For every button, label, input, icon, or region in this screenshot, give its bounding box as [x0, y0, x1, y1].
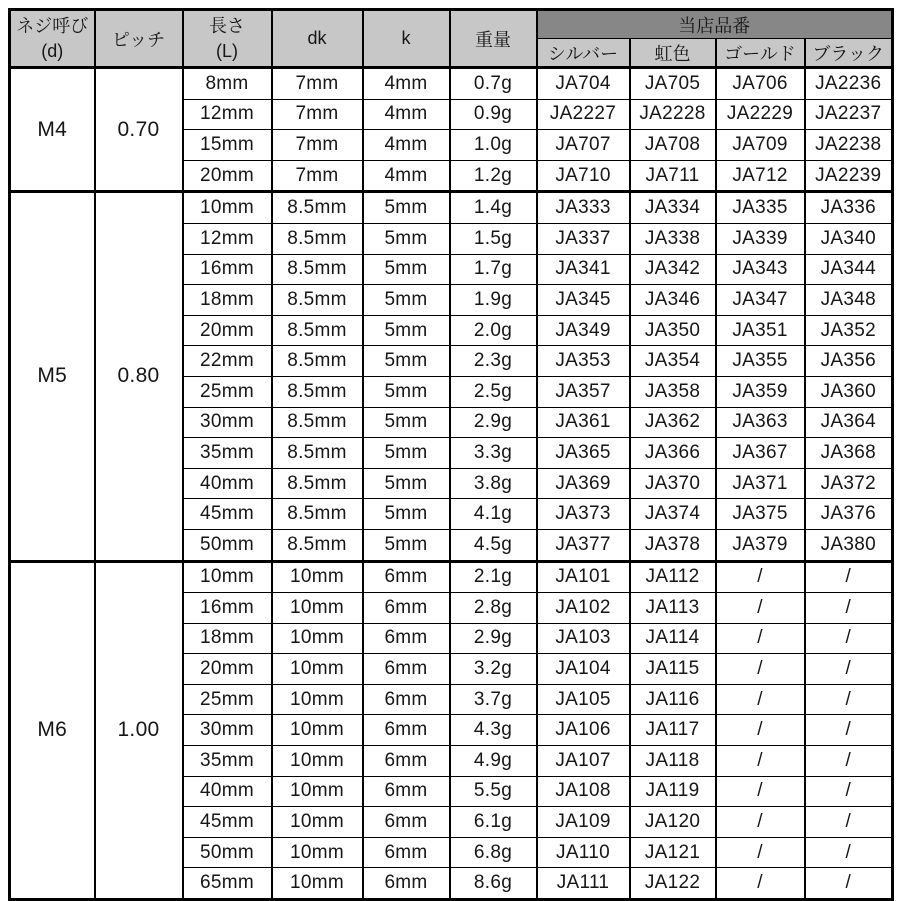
- weight-cell: 1.4g: [450, 192, 537, 224]
- dk-cell: 7mm: [272, 99, 363, 130]
- k-cell: 6mm: [363, 623, 450, 654]
- weight-cell: 4.9g: [450, 746, 537, 777]
- dk-cell: 7mm: [272, 160, 363, 192]
- part-number-gold-cell: JA359: [716, 376, 805, 407]
- weight-cell: 0.7g: [450, 68, 537, 100]
- col-header-pitch: ピッチ: [95, 10, 183, 68]
- part-number-rainbow-cell: JA121: [630, 837, 716, 868]
- weight-cell: 4.3g: [450, 715, 537, 746]
- dk-cell: 8.5mm: [272, 192, 363, 224]
- part-number-rainbow-cell: JA708: [630, 130, 716, 161]
- part-number-rainbow-cell: JA378: [630, 529, 716, 561]
- weight-cell: 2.9g: [450, 407, 537, 438]
- header-row-main: [10, 10, 893, 39]
- weight-cell: 3.2g: [450, 654, 537, 685]
- length-cell: 45mm: [183, 807, 272, 838]
- weight-cell: 2.0g: [450, 315, 537, 346]
- part-number-black-cell: /: [805, 593, 893, 624]
- weight-cell: 4.5g: [450, 529, 537, 561]
- col-header-screw-size-line2: (d): [41, 40, 64, 61]
- k-cell: 6mm: [363, 593, 450, 624]
- part-number-silver-cell: JA109: [537, 807, 630, 838]
- table-row: [10, 192, 893, 224]
- part-number-black-cell: /: [805, 684, 893, 715]
- weight-cell: 3.3g: [450, 438, 537, 469]
- part-number-rainbow-cell: JA118: [630, 746, 716, 777]
- k-cell: 4mm: [363, 160, 450, 192]
- part-number-gold-cell: /: [716, 776, 805, 807]
- dk-cell: 10mm: [272, 684, 363, 715]
- part-number-black-cell: JA376: [805, 499, 893, 530]
- part-number-rainbow-cell: JA115: [630, 654, 716, 685]
- length-cell: 40mm: [183, 468, 272, 499]
- part-number-rainbow-cell: JA116: [630, 684, 716, 715]
- weight-cell: 2.8g: [450, 593, 537, 624]
- part-number-silver-cell: JA111: [537, 868, 630, 900]
- k-cell: 5mm: [363, 192, 450, 224]
- dk-cell: 10mm: [272, 561, 363, 593]
- weight-cell: 5.5g: [450, 776, 537, 807]
- col-header-rainbow: 虹色: [630, 39, 716, 68]
- part-number-black-cell: JA356: [805, 346, 893, 377]
- part-number-silver-cell: JA704: [537, 68, 630, 100]
- part-number-silver-cell: JA710: [537, 160, 630, 192]
- part-number-silver-cell: JA377: [537, 529, 630, 561]
- dk-cell: 8.5mm: [272, 223, 363, 254]
- part-number-black-cell: JA348: [805, 285, 893, 316]
- part-number-rainbow-cell: JA338: [630, 223, 716, 254]
- length-cell: 35mm: [183, 746, 272, 777]
- weight-cell: 2.3g: [450, 346, 537, 377]
- part-number-black-cell: JA380: [805, 529, 893, 561]
- screw-size-cell: M6: [10, 561, 95, 900]
- part-number-black-cell: /: [805, 807, 893, 838]
- part-number-silver-cell: JA333: [537, 192, 630, 224]
- part-number-silver-cell: JA341: [537, 254, 630, 285]
- part-number-black-cell: /: [805, 623, 893, 654]
- part-number-black-cell: JA340: [805, 223, 893, 254]
- weight-cell: 2.5g: [450, 376, 537, 407]
- dk-cell: 10mm: [272, 807, 363, 838]
- part-number-black-cell: JA360: [805, 376, 893, 407]
- length-cell: 16mm: [183, 593, 272, 624]
- weight-cell: 3.8g: [450, 468, 537, 499]
- col-header-product-number-group: 当店品番: [537, 10, 893, 39]
- part-number-silver-cell: JA365: [537, 438, 630, 469]
- part-number-rainbow-cell: JA705: [630, 68, 716, 100]
- part-number-black-cell: /: [805, 746, 893, 777]
- part-number-rainbow-cell: JA370: [630, 468, 716, 499]
- dk-cell: 10mm: [272, 868, 363, 900]
- col-header-length-line1: 長さ: [209, 16, 245, 37]
- weight-cell: 1.7g: [450, 254, 537, 285]
- k-cell: 5mm: [363, 407, 450, 438]
- part-number-black-cell: /: [805, 776, 893, 807]
- k-cell: 5mm: [363, 376, 450, 407]
- k-cell: 5mm: [363, 499, 450, 530]
- length-cell: 20mm: [183, 315, 272, 346]
- dk-cell: 8.5mm: [272, 438, 363, 469]
- k-cell: 6mm: [363, 561, 450, 593]
- length-cell: 65mm: [183, 868, 272, 900]
- dk-cell: 10mm: [272, 593, 363, 624]
- part-number-black-cell: /: [805, 837, 893, 868]
- k-cell: 6mm: [363, 654, 450, 685]
- length-cell: 8mm: [183, 68, 272, 100]
- dk-cell: 7mm: [272, 68, 363, 100]
- length-cell: 45mm: [183, 499, 272, 530]
- part-number-gold-cell: /: [716, 654, 805, 685]
- part-number-gold-cell: /: [716, 807, 805, 838]
- k-cell: 6mm: [363, 776, 450, 807]
- part-number-rainbow-cell: JA374: [630, 499, 716, 530]
- part-number-rainbow-cell: JA120: [630, 807, 716, 838]
- part-number-black-cell: JA344: [805, 254, 893, 285]
- length-cell: 18mm: [183, 623, 272, 654]
- part-number-silver-cell: JA101: [537, 561, 630, 593]
- col-header-screw-size: [10, 10, 95, 68]
- part-number-black-cell: JA2237: [805, 99, 893, 130]
- part-number-rainbow-cell: JA358: [630, 376, 716, 407]
- part-number-silver-cell: JA369: [537, 468, 630, 499]
- length-cell: 12mm: [183, 223, 272, 254]
- dk-cell: 10mm: [272, 654, 363, 685]
- weight-cell: 4.1g: [450, 499, 537, 530]
- weight-cell: 1.9g: [450, 285, 537, 316]
- part-number-gold-cell: /: [716, 715, 805, 746]
- part-number-rainbow-cell: JA114: [630, 623, 716, 654]
- length-cell: 15mm: [183, 130, 272, 161]
- col-header-dk: dk: [272, 10, 363, 68]
- weight-cell: 0.9g: [450, 99, 537, 130]
- part-number-silver-cell: JA103: [537, 623, 630, 654]
- part-number-rainbow-cell: JA346: [630, 285, 716, 316]
- col-header-length-line2: (L): [216, 40, 238, 61]
- part-number-rainbow-cell: JA334: [630, 192, 716, 224]
- part-number-gold-cell: JA709: [716, 130, 805, 161]
- part-number-gold-cell: JA347: [716, 285, 805, 316]
- part-number-gold-cell: JA339: [716, 223, 805, 254]
- part-number-rainbow-cell: JA113: [630, 593, 716, 624]
- part-number-silver-cell: JA107: [537, 746, 630, 777]
- part-number-gold-cell: JA706: [716, 68, 805, 100]
- part-number-rainbow-cell: JA119: [630, 776, 716, 807]
- part-number-gold-cell: JA367: [716, 438, 805, 469]
- part-number-rainbow-cell: JA362: [630, 407, 716, 438]
- part-number-silver-cell: JA707: [537, 130, 630, 161]
- pitch-cell: 0.80: [95, 192, 183, 561]
- part-number-black-cell: JA364: [805, 407, 893, 438]
- pitch-cell: 0.70: [95, 68, 183, 192]
- col-header-weight: 重量: [450, 10, 537, 68]
- part-number-black-cell: JA352: [805, 315, 893, 346]
- length-cell: 50mm: [183, 529, 272, 561]
- weight-cell: 1.5g: [450, 223, 537, 254]
- part-number-silver-cell: JA102: [537, 593, 630, 624]
- part-number-black-cell: JA2239: [805, 160, 893, 192]
- part-number-gold-cell: /: [716, 593, 805, 624]
- part-number-silver-cell: JA110: [537, 837, 630, 868]
- part-number-rainbow-cell: JA342: [630, 254, 716, 285]
- weight-cell: 8.6g: [450, 868, 537, 900]
- weight-cell: 6.8g: [450, 837, 537, 868]
- part-number-gold-cell: JA363: [716, 407, 805, 438]
- pitch-cell: 1.00: [95, 561, 183, 900]
- length-cell: 10mm: [183, 192, 272, 224]
- length-cell: 35mm: [183, 438, 272, 469]
- part-number-rainbow-cell: JA117: [630, 715, 716, 746]
- dk-cell: 7mm: [272, 130, 363, 161]
- part-number-gold-cell: /: [716, 837, 805, 868]
- part-number-black-cell: JA336: [805, 192, 893, 224]
- weight-cell: 2.1g: [450, 561, 537, 593]
- part-number-black-cell: JA372: [805, 468, 893, 499]
- length-cell: 40mm: [183, 776, 272, 807]
- weight-cell: 6.1g: [450, 807, 537, 838]
- table-body: [10, 68, 893, 900]
- part-number-silver-cell: JA108: [537, 776, 630, 807]
- weight-cell: 1.2g: [450, 160, 537, 192]
- part-number-rainbow-cell: JA112: [630, 561, 716, 593]
- k-cell: 6mm: [363, 868, 450, 900]
- part-number-silver-cell: JA373: [537, 499, 630, 530]
- part-number-rainbow-cell: JA2228: [630, 99, 716, 130]
- length-cell: 20mm: [183, 654, 272, 685]
- part-number-gold-cell: /: [716, 623, 805, 654]
- part-number-silver-cell: JA361: [537, 407, 630, 438]
- k-cell: 5mm: [363, 529, 450, 561]
- weight-cell: 2.9g: [450, 623, 537, 654]
- part-number-silver-cell: JA349: [537, 315, 630, 346]
- k-cell: 6mm: [363, 746, 450, 777]
- dk-cell: 8.5mm: [272, 254, 363, 285]
- col-header-k: k: [363, 10, 450, 68]
- dk-cell: 10mm: [272, 746, 363, 777]
- dk-cell: 8.5mm: [272, 346, 363, 377]
- part-number-silver-cell: JA357: [537, 376, 630, 407]
- k-cell: 6mm: [363, 684, 450, 715]
- part-number-silver-cell: JA353: [537, 346, 630, 377]
- length-cell: 22mm: [183, 346, 272, 377]
- col-header-screw-size-line1: ネジ呼び: [16, 16, 89, 37]
- length-cell: 25mm: [183, 376, 272, 407]
- length-cell: 25mm: [183, 684, 272, 715]
- k-cell: 5mm: [363, 468, 450, 499]
- part-number-black-cell: JA2238: [805, 130, 893, 161]
- part-number-gold-cell: JA375: [716, 499, 805, 530]
- k-cell: 4mm: [363, 99, 450, 130]
- k-cell: 6mm: [363, 807, 450, 838]
- part-number-black-cell: JA2236: [805, 68, 893, 100]
- part-number-gold-cell: JA335: [716, 192, 805, 224]
- part-number-gold-cell: JA379: [716, 529, 805, 561]
- dk-cell: 8.5mm: [272, 468, 363, 499]
- part-number-silver-cell: JA345: [537, 285, 630, 316]
- k-cell: 5mm: [363, 285, 450, 316]
- dk-cell: 8.5mm: [272, 315, 363, 346]
- part-number-black-cell: /: [805, 868, 893, 900]
- table-row: [10, 68, 893, 100]
- part-number-black-cell: JA368: [805, 438, 893, 469]
- dk-cell: 10mm: [272, 715, 363, 746]
- part-number-gold-cell: /: [716, 561, 805, 593]
- screw-size-cell: M4: [10, 68, 95, 192]
- part-number-silver-cell: JA104: [537, 654, 630, 685]
- k-cell: 6mm: [363, 837, 450, 868]
- length-cell: 10mm: [183, 561, 272, 593]
- dk-cell: 8.5mm: [272, 376, 363, 407]
- part-number-gold-cell: JA712: [716, 160, 805, 192]
- part-number-black-cell: /: [805, 715, 893, 746]
- part-number-gold-cell: JA355: [716, 346, 805, 377]
- length-cell: 20mm: [183, 160, 272, 192]
- k-cell: 5mm: [363, 254, 450, 285]
- dk-cell: 8.5mm: [272, 529, 363, 561]
- k-cell: 5mm: [363, 346, 450, 377]
- screw-size-cell: M5: [10, 192, 95, 561]
- weight-cell: 1.0g: [450, 130, 537, 161]
- col-header-gold: ゴールド: [716, 39, 805, 68]
- k-cell: 4mm: [363, 68, 450, 100]
- length-cell: 30mm: [183, 407, 272, 438]
- length-cell: 18mm: [183, 285, 272, 316]
- length-cell: 12mm: [183, 99, 272, 130]
- part-number-black-cell: /: [805, 561, 893, 593]
- part-number-gold-cell: JA371: [716, 468, 805, 499]
- table-row: [10, 561, 893, 593]
- part-number-silver-cell: JA337: [537, 223, 630, 254]
- part-number-silver-cell: JA2227: [537, 99, 630, 130]
- part-number-gold-cell: JA2229: [716, 99, 805, 130]
- col-header-black: ブラック: [805, 39, 893, 68]
- k-cell: 6mm: [363, 715, 450, 746]
- part-number-gold-cell: JA351: [716, 315, 805, 346]
- length-cell: 30mm: [183, 715, 272, 746]
- part-number-rainbow-cell: JA354: [630, 346, 716, 377]
- dk-cell: 10mm: [272, 837, 363, 868]
- part-number-gold-cell: /: [716, 868, 805, 900]
- table-header: [10, 10, 893, 68]
- length-cell: 50mm: [183, 837, 272, 868]
- part-number-silver-cell: JA105: [537, 684, 630, 715]
- part-number-rainbow-cell: JA711: [630, 160, 716, 192]
- part-number-rainbow-cell: JA350: [630, 315, 716, 346]
- dk-cell: 10mm: [272, 776, 363, 807]
- col-header-silver: シルバー: [537, 39, 630, 68]
- k-cell: 5mm: [363, 438, 450, 469]
- screw-spec-table: [8, 8, 894, 901]
- part-number-silver-cell: JA106: [537, 715, 630, 746]
- dk-cell: 10mm: [272, 623, 363, 654]
- dk-cell: 8.5mm: [272, 499, 363, 530]
- length-cell: 16mm: [183, 254, 272, 285]
- part-number-black-cell: /: [805, 654, 893, 685]
- part-number-gold-cell: /: [716, 746, 805, 777]
- part-number-rainbow-cell: JA366: [630, 438, 716, 469]
- weight-cell: 3.7g: [450, 684, 537, 715]
- k-cell: 5mm: [363, 315, 450, 346]
- part-number-gold-cell: JA343: [716, 254, 805, 285]
- part-number-rainbow-cell: JA122: [630, 868, 716, 900]
- part-number-gold-cell: /: [716, 684, 805, 715]
- k-cell: 5mm: [363, 223, 450, 254]
- col-header-length: [183, 10, 272, 68]
- dk-cell: 8.5mm: [272, 407, 363, 438]
- k-cell: 4mm: [363, 130, 450, 161]
- dk-cell: 8.5mm: [272, 285, 363, 316]
